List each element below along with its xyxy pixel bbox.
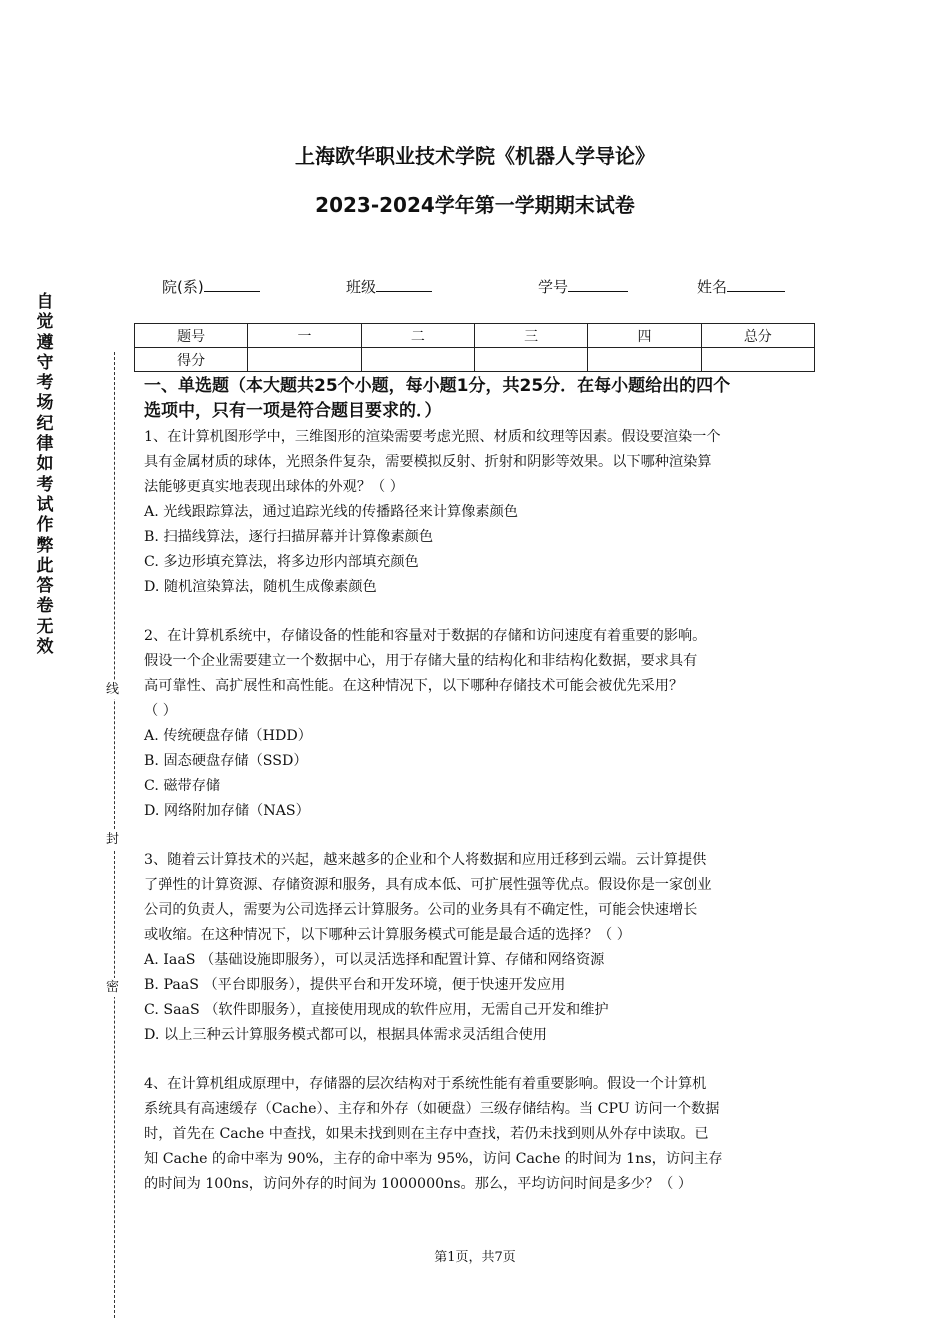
- question-text-line: 或收缩。在这种情况下，以下哪种云计算服务模式可能是最合适的选择？（ ）: [144, 927, 631, 943]
- side-char: 守: [36, 352, 54, 373]
- department-blank[interactable]: [204, 277, 260, 292]
- name-blank[interactable]: [727, 277, 785, 292]
- class-blank[interactable]: [376, 277, 432, 292]
- seal-mark: 封: [106, 832, 120, 847]
- question-text-line: 假设一个企业需要建立一个数据中心，用于存储大量的结构化和非结构化数据，要求具有: [144, 653, 698, 669]
- side-char: 遵: [36, 332, 54, 353]
- section-heading-line1: 一、单选题（本大题共25个小题，每小题1分，共25分．在每小题给出的四个: [144, 376, 731, 396]
- side-char: 此: [36, 555, 54, 576]
- score-table-score-row: [135, 348, 815, 372]
- question-text-line: 时，首先在 Cache 中查找，如果未找到则在主存中查找，若仍未找到则从外存中读取。已: [144, 1126, 709, 1142]
- option-a[interactable]: A. 传统硬盘存储（HDD）: [144, 728, 312, 744]
- question-text-line: 4、在计算机组成原理中，存储器的层次结构对于系统性能有着重要影响。假设一个计算机: [144, 1076, 707, 1092]
- question-text-line: 系统具有高速缓存（Cache）、主存和外存（如硬盘）三级存储结构。当 CPU 访问一个数据: [144, 1101, 720, 1117]
- question-text-line: 法能够更真实地表现出球体的外观？（ ）: [144, 479, 404, 495]
- section-heading: [144, 374, 816, 424]
- score-table-header-row: [135, 324, 815, 348]
- score-cell: 二: [361, 324, 474, 348]
- option-c[interactable]: C. SaaS （软件即服务），直接使用现成的软件应用，无需自己开发和维护: [144, 1002, 609, 1018]
- side-char: 纪: [36, 413, 54, 434]
- side-char: 觉: [36, 312, 54, 333]
- option-b[interactable]: B. 固态硬盘存储（SSD）: [144, 753, 308, 769]
- question-text-line: （ ）: [144, 703, 177, 719]
- sealed-mark: 密: [106, 980, 120, 995]
- name-field[interactable]: [697, 276, 785, 297]
- option-b[interactable]: B. 扫描线算法，逐行扫描屏幕并计算像素颜色: [144, 529, 434, 545]
- score-input-cell[interactable]: [361, 348, 474, 372]
- question-text-line: 了弹性的计算资源、存储资源和服务，具有成本低、可扩展性强等优点。假设你是一家创业: [144, 877, 712, 893]
- option-c[interactable]: C. 磁带存储: [144, 778, 221, 794]
- score-cell: 四: [588, 324, 701, 348]
- score-cell: 三: [474, 324, 587, 348]
- score-input-cell[interactable]: [701, 348, 814, 372]
- line-mark: 线: [106, 682, 120, 697]
- option-d[interactable]: D. 网络附加存储（NAS）: [144, 803, 310, 819]
- side-char: 试: [36, 494, 54, 515]
- question-text-line: 公司的负责人，需要为公司选择云计算服务。公司的业务具有不确定性，可能会快速增长: [144, 902, 698, 918]
- score-input-cell[interactable]: [588, 348, 701, 372]
- side-char: 弊: [36, 535, 54, 556]
- score-input-cell[interactable]: [474, 348, 587, 372]
- score-input-cell[interactable]: [248, 348, 361, 372]
- side-char: 自: [36, 292, 54, 312]
- side-char: 卷: [36, 596, 54, 617]
- exam-title-line1: 上海欧华职业技术学院《机器人学导论》: [295, 144, 655, 168]
- name-label: 姓名: [697, 278, 728, 296]
- student-id-label: 学号: [538, 278, 569, 296]
- side-char: 考: [36, 474, 54, 495]
- option-b[interactable]: B. PaaS （平台即服务），提供平台和开发环境，便于快速开发应用: [144, 977, 566, 993]
- page-number: 第1页，共7页: [434, 1250, 516, 1265]
- department-label: 院(系): [162, 278, 204, 296]
- side-char: 无: [36, 616, 54, 637]
- side-char: 如: [36, 454, 54, 475]
- question-text-line: 2、在计算机系统中，存储设备的性能和容量对于数据的存储和访问速度有着重要的影响。: [144, 628, 707, 644]
- option-d[interactable]: D. 以上三种云计算服务模式都可以，根据具体需求灵活组合使用: [144, 1027, 547, 1043]
- question-1: [144, 425, 812, 600]
- score-cell: 总分: [701, 324, 814, 348]
- score-cell: 题号: [135, 324, 248, 348]
- score-table: [134, 323, 815, 372]
- side-char: 考: [36, 373, 54, 394]
- score-row-label: 得分: [135, 348, 248, 372]
- question-text-line: 具有金属材质的球体，光照条件复杂，需要模拟反射、折射和阴影等效果。以下哪种渲染算: [144, 454, 712, 470]
- student-id-field[interactable]: [538, 276, 628, 297]
- question-3: [144, 848, 812, 1048]
- option-c[interactable]: C. 多边形填充算法，将多边形内部填充颜色: [144, 554, 419, 570]
- student-id-blank[interactable]: [568, 277, 628, 292]
- side-char: 场: [36, 393, 54, 414]
- question-text-line: 1、在计算机图形学中，三维图形的渲染需要考虑光照、材质和纹理等因素。假设要渲染一个: [144, 429, 721, 445]
- question-text-line: 知 Cache 的命中率为 90%，主存的命中率为 95%，访问 Cache 的时间为 1ns，访问主存: [144, 1151, 723, 1167]
- option-a[interactable]: A. 光线跟踪算法，通过追踪光线的传播路径来计算像素颜色: [144, 504, 518, 520]
- side-notice: [34, 292, 56, 657]
- option-a[interactable]: A. IaaS （基础设施即服务），可以灵活选择和配置计算、存储和网络资源: [144, 952, 605, 968]
- class-field[interactable]: [346, 276, 432, 297]
- option-d[interactable]: D. 随机渲染算法，随机生成像素颜色: [144, 579, 377, 595]
- class-label: 班级: [346, 278, 377, 296]
- section-heading-line2: 选项中，只有一项是符合题目要求的．）: [144, 401, 442, 421]
- question-text-line: 的时间为 100ns，访问外存的时间为 1000000ns。那么，平均访问时间是多少？（ ）: [144, 1176, 693, 1192]
- question-2: [144, 624, 812, 824]
- question-text-line: 高可靠性、高扩展性和高性能。在这种情况下，以下哪种存储技术可能会被优先采用？: [144, 678, 684, 694]
- department-field[interactable]: [162, 276, 260, 297]
- question-4: [144, 1072, 812, 1197]
- side-char: 答: [36, 576, 54, 597]
- side-char: 效: [36, 637, 54, 658]
- score-cell: 一: [248, 324, 361, 348]
- side-char: 律: [36, 434, 54, 455]
- side-char: 作: [36, 515, 54, 536]
- question-text-line: 3、随着云计算技术的兴起，越来越多的企业和个人将数据和应用迁移到云端。云计算提供: [144, 852, 707, 868]
- exam-title-line2: 2023-2024学年第一学期期末试卷: [315, 193, 635, 217]
